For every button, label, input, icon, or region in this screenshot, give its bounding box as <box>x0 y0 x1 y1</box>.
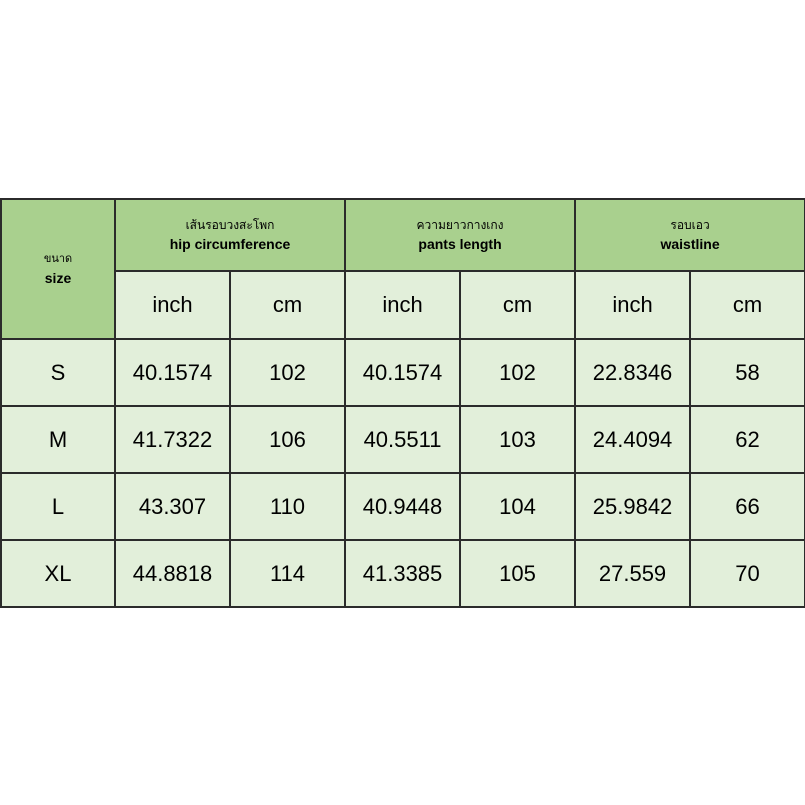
group-header-hip <box>115 199 345 271</box>
table-cell: 44.8818 <box>115 540 230 607</box>
table-cell: 24.4094 <box>575 406 690 473</box>
group-header-waistline-english: waistline <box>660 236 720 252</box>
size-column-header <box>1 199 115 339</box>
unit-header: inch <box>575 271 690 339</box>
table-row <box>1 473 805 540</box>
table-cell: 41.3385 <box>345 540 460 607</box>
size-header-thai: ขนาด <box>43 253 73 265</box>
table-cell: 66 <box>690 473 805 540</box>
table-cell: 40.1574 <box>345 339 460 406</box>
unit-header: cm <box>460 271 575 339</box>
table-row <box>1 406 805 473</box>
group-header-hip-thai: เส้นรอบวงสะโพก <box>185 218 275 232</box>
group-header-waistline-thai: รอบเอว <box>670 218 710 232</box>
header-row-groups <box>1 199 805 271</box>
header-row-units <box>1 271 805 339</box>
size-chart-table <box>0 198 805 608</box>
unit-header: inch <box>115 271 230 339</box>
table-cell: 22.8346 <box>575 339 690 406</box>
group-header-waistline <box>575 199 805 271</box>
size-cell: M <box>1 406 115 473</box>
table-cell: 103 <box>460 406 575 473</box>
table-cell: 41.7322 <box>115 406 230 473</box>
size-cell: S <box>1 339 115 406</box>
group-header-pants-length-thai: ความยาวกางเกง <box>416 218 504 232</box>
table-cell: 102 <box>230 339 345 406</box>
size-cell: XL <box>1 540 115 607</box>
unit-header: inch <box>345 271 460 339</box>
table-cell: 25.9842 <box>575 473 690 540</box>
group-header-hip-english: hip circumference <box>169 236 291 252</box>
table-row <box>1 540 805 607</box>
table-cell: 40.5511 <box>345 406 460 473</box>
unit-header: cm <box>690 271 805 339</box>
table-cell: 58 <box>690 339 805 406</box>
table-cell: 40.9448 <box>345 473 460 540</box>
table-cell: 62 <box>690 406 805 473</box>
size-cell: L <box>1 473 115 540</box>
unit-header: cm <box>230 271 345 339</box>
table-cell: 27.559 <box>575 540 690 607</box>
group-header-pants-length-english: pants length <box>418 236 502 252</box>
table-cell: 110 <box>230 473 345 540</box>
table-cell: 104 <box>460 473 575 540</box>
table-row <box>1 339 805 406</box>
table-cell: 105 <box>460 540 575 607</box>
table-cell: 43.307 <box>115 473 230 540</box>
group-header-pants-length <box>345 199 575 271</box>
size-header-english: size <box>44 270 72 286</box>
table-cell: 114 <box>230 540 345 607</box>
table-cell: 40.1574 <box>115 339 230 406</box>
table-cell: 102 <box>460 339 575 406</box>
table-cell: 106 <box>230 406 345 473</box>
table-cell: 70 <box>690 540 805 607</box>
